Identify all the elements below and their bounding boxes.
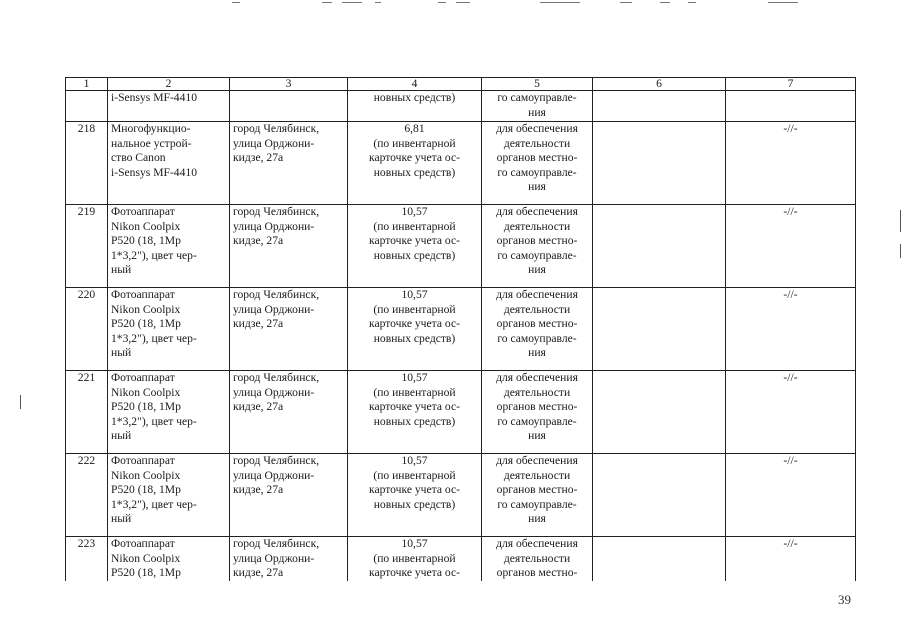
item-purpose-line: деятельности [503,219,571,233]
item-value-line: новных средств) [373,497,456,511]
item-name [108,122,230,205]
column-number-1: 1 [66,78,108,91]
item-value-line: новных средств) [373,165,456,179]
item-name-line: 1*3,2"), цвет чер- [111,331,197,345]
item-purpose-line: ния [528,180,546,194]
item-address-line: кидзе, 27а [233,317,284,331]
item-name-line: 1*3,2"), цвет чер- [111,497,197,511]
property-table [65,77,856,581]
scan-marks [0,0,905,10]
item-purpose-line: деятельности [503,136,571,150]
item-value-line: новных средств) [373,91,456,104]
item-value-line: (по инвентарной [373,551,456,565]
item-purpose [482,91,593,122]
item-value-line: карточке учета ос- [369,566,460,580]
item-purpose-line: деятельности [503,385,571,399]
item-value-line: 10,57 [401,205,428,218]
column-6-cell [593,91,726,122]
item-value-line: 10,57 [401,454,428,467]
item-address-line: город Челябинск, [233,371,320,384]
scan-edge-mark [900,210,901,232]
item-name-line: Nikon Coolpix [111,385,181,399]
row-number: 218 [66,122,108,205]
page-number: 39 [838,592,851,607]
item-value [348,205,482,288]
table-row [66,122,856,205]
item-address-line: улица Орджони- [233,302,315,316]
item-purpose-line: органов местно- [496,317,578,331]
column-6-cell [593,454,726,537]
item-name-line: ный [111,429,132,443]
item-address-line: улица Орджони- [233,385,315,399]
column-6-cell [593,205,726,288]
item-value-line: (по инвентарной [373,219,456,233]
item-name-line: Nikon Coolpix [111,468,181,482]
item-address-line: кидзе, 27а [233,234,284,248]
item-name-line: i-Sensys MF-4410 [111,165,197,179]
item-purpose-line: для обеспечения [496,288,578,301]
item-address-line: кидзе, 27а [233,566,284,580]
item-name-line: Nikon Coolpix [111,219,181,233]
item-address [230,371,348,454]
row-number: 221 [66,371,108,454]
item-purpose-line: ния [528,346,546,360]
row-number: 222 [66,454,108,537]
item-address-line: кидзе, 27а [233,483,284,497]
item-address [230,288,348,371]
item-name-line: ный [111,263,132,277]
item-name-line: Фотоаппарат [111,371,175,384]
item-purpose-line: деятельности [503,302,571,316]
item-purpose [482,288,593,371]
item-purpose-line: ния [528,512,546,526]
item-purpose-line: ния [528,263,546,277]
item-name-line: 1*3,2"), цвет чер- [111,248,197,262]
item-address [230,537,348,582]
item-purpose-line: деятельности [503,551,571,565]
item-name-line: P520 (18, 1Mp [111,400,181,414]
item-value-line: новных средств) [373,248,456,262]
item-address-line: кидзе, 27а [233,151,284,165]
item-value-line: карточке учета ос- [369,151,460,165]
table-row [66,371,856,454]
item-purpose-line: для обеспечения [496,122,578,135]
item-note: -//- [726,537,856,582]
table-body [66,91,856,582]
item-purpose-line: для обеспечения [496,371,578,384]
item-name-line: Фотоаппарат [111,537,175,550]
item-purpose-line: го самоуправле- [497,331,577,345]
row-number: 223 [66,537,108,582]
table-row [66,91,856,122]
item-address [230,205,348,288]
item-note: -//- [726,371,856,454]
item-name-line: Фотоаппарат [111,454,175,467]
item-name-line: P520 (18, 1Mp [111,317,181,331]
item-name-line: Многофункцио- [111,122,191,135]
item-name-line: P520 (18, 1Mp [111,234,181,248]
item-name-line: i-Sensys MF-4410 [111,91,197,104]
column-number-5: 5 [482,78,593,91]
column-6-cell [593,537,726,582]
item-value-line: (по инвентарной [373,302,456,316]
column-6-cell [593,371,726,454]
item-value-line: карточке учета ос- [369,317,460,331]
item-address-line: улица Орджони- [233,136,315,150]
item-purpose-line: органов местно- [496,234,578,248]
item-value [348,122,482,205]
item-value-line: новных средств) [373,414,456,428]
item-purpose-line: для обеспечения [496,537,578,550]
item-purpose-line: деятельности [503,468,571,482]
item-value-line: 10,57 [401,371,428,384]
item-name-line: 1*3,2"), цвет чер- [111,414,197,428]
item-name-line: Nikon Coolpix [111,302,181,316]
item-name-line: P520 (18, 1Mp [111,483,181,497]
item-purpose-line: го самоуправле- [497,248,577,262]
item-value-line: 6,81 [404,122,425,135]
row-number [66,91,108,122]
item-address [230,122,348,205]
item-purpose-line: органов местно- [496,400,578,414]
row-number: 220 [66,288,108,371]
item-purpose-line: органов местно- [496,483,578,497]
column-number-4: 4 [348,78,482,91]
item-value-line: (по инвентарной [373,385,456,399]
item-address [230,91,348,122]
item-purpose-line: ния [528,105,546,119]
item-address [230,454,348,537]
item-name-line: Фотоаппарат [111,205,175,218]
item-purpose [482,537,593,582]
item-purpose [482,205,593,288]
item-value-line: карточке учета ос- [369,234,460,248]
item-note [726,91,856,122]
item-name [108,537,230,582]
item-name-line: Nikon Coolpix [111,551,181,565]
item-value [348,537,482,582]
item-address-line: улица Орджони- [233,219,315,233]
item-name-line: нальное устрой- [111,136,192,150]
item-value [348,371,482,454]
table-row [66,288,856,371]
item-value [348,454,482,537]
item-value-line: 10,57 [401,537,428,550]
item-address-line: улица Орджони- [233,468,315,482]
column-number-2: 2 [108,78,230,91]
item-purpose [482,122,593,205]
item-name [108,288,230,371]
item-purpose-line: го самоуправле- [497,497,577,511]
item-name-line: ный [111,512,132,526]
row-number: 219 [66,205,108,288]
table-row [66,454,856,537]
column-number-6: 6 [593,78,726,91]
column-number-row [66,78,856,91]
item-purpose-line: для обеспечения [496,205,578,218]
item-name [108,205,230,288]
item-address-line: город Челябинск, [233,205,320,218]
item-value-line: (по инвентарной [373,136,456,150]
item-note: -//- [726,122,856,205]
item-address-line: город Челябинск, [233,454,320,467]
item-address-line: улица Орджони- [233,551,315,565]
column-6-cell [593,122,726,205]
item-name [108,91,230,122]
scan-edge-mark [20,395,21,409]
item-purpose [482,454,593,537]
table-row [66,537,856,582]
item-name-line: ство Canon [111,151,166,165]
item-name [108,371,230,454]
item-purpose-line: ния [528,429,546,443]
table-row [66,205,856,288]
column-number-3: 3 [230,78,348,91]
item-purpose [482,371,593,454]
scan-edge-mark [900,244,901,258]
item-purpose-line: го самоуправле- [497,91,577,104]
item-name-line: P520 (18, 1Mp [111,566,181,580]
item-purpose-line: органов местно- [496,566,578,580]
item-note: -//- [726,288,856,371]
item-name-line: ный [111,346,132,360]
item-name-line: Фотоаппарат [111,288,175,301]
item-value-line: карточке учета ос- [369,400,460,414]
item-value-line: (по инвентарной [373,468,456,482]
item-value-line: 10,57 [401,288,428,301]
item-note: -//- [726,454,856,537]
item-value [348,288,482,371]
item-value-line: карточке учета ос- [369,483,460,497]
item-value [348,91,482,122]
item-address-line: кидзе, 27а [233,400,284,414]
item-address-line: город Челябинск, [233,122,320,135]
column-6-cell [593,288,726,371]
item-address-line: город Челябинск, [233,537,320,550]
item-note: -//- [726,205,856,288]
item-address-line: город Челябинск, [233,288,320,301]
item-purpose-line: го самоуправле- [497,414,577,428]
column-number-7: 7 [726,78,856,91]
item-value-line: новных средств) [373,331,456,345]
item-purpose-line: для обеспечения [496,454,578,467]
item-purpose-line: го самоуправле- [497,165,577,179]
item-purpose-line: органов местно- [496,151,578,165]
item-name [108,454,230,537]
